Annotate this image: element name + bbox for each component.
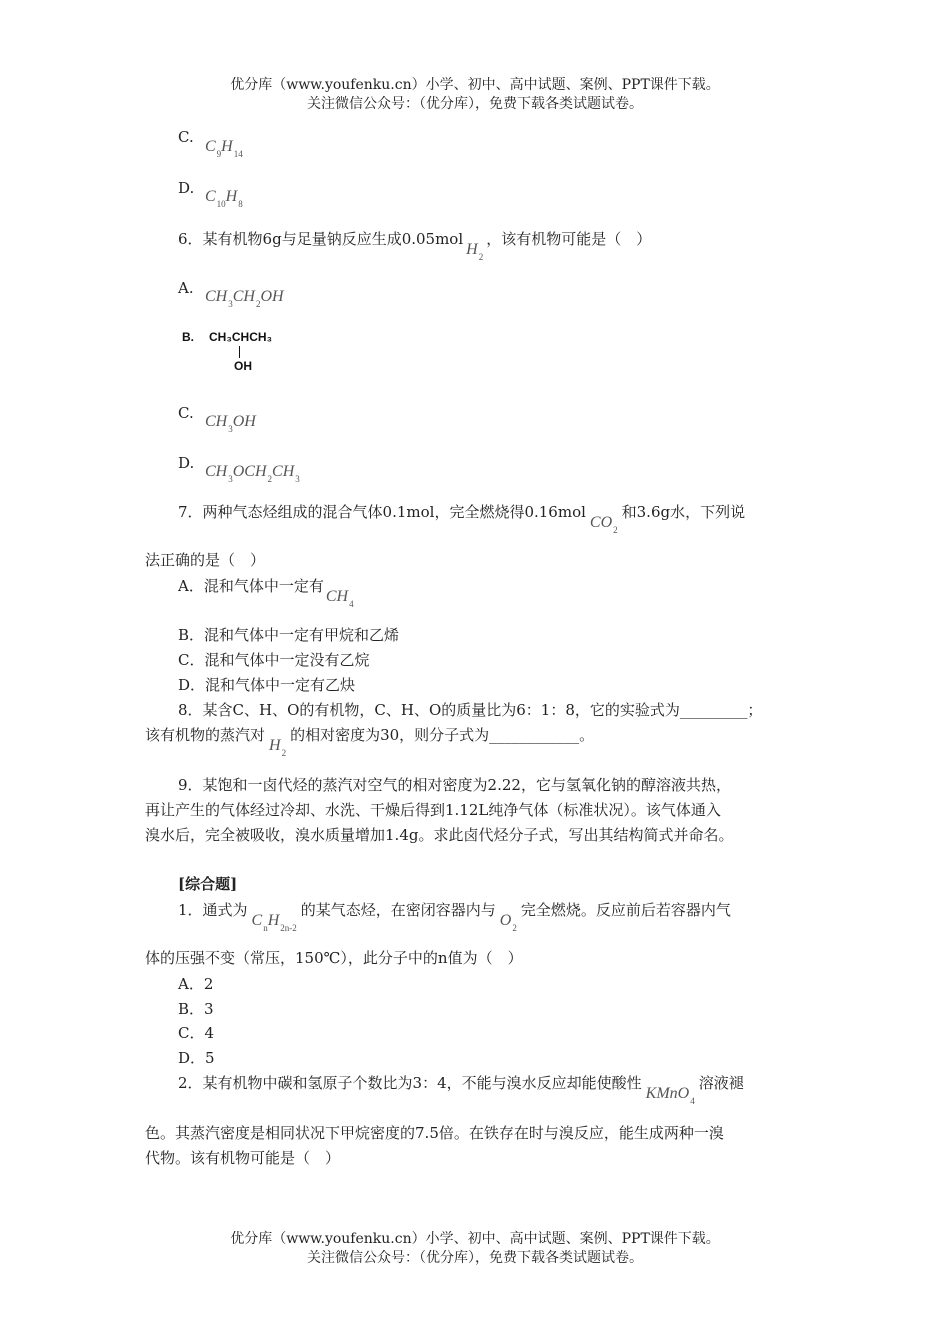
q5-option-d-label: D. (178, 179, 195, 197)
c1-option-d: D．5 (178, 1049, 215, 1067)
header-line-2: 关注微信公众号：（优分库），免费下载各类试题试卷。 (307, 96, 643, 112)
c2-line-2: 色。其蒸汽密度是相同状况下甲烷密度的7.5倍。在铁存在时与溴反应，能生成两种一溴 (145, 1124, 724, 1142)
q6-option-b-oh: OH (234, 359, 252, 373)
q6-stem: 6．某有机物6g与足量钠反应生成0.05molH$_2$，该有机物可能是（ ） (178, 230, 652, 262)
q9-line-1: 9．某饱和一卤代烃的蒸汽对空气的相对密度为2.22，它与氢氧化钠的醇溶液共热， (178, 776, 731, 794)
q6-option-a-label: A. (178, 279, 194, 297)
q9-line-3: 溴水后，完全被吸收，溴水质量增加1.4g。求此卤代烃分子式，写出其结构简式并命名。 (145, 826, 734, 844)
c1-stem: 1．通式为$C_nH_{2n-2}$的某气态烃，在密闭容器内与$O_2$完全燃烧。反应前后若容器内气 (178, 901, 731, 933)
q7-stem-continued: 法正确的是（ ） (145, 551, 266, 569)
page-header (0, 76, 950, 114)
q6-option-d-formula: $CH_3OCH_2CH_3$ (205, 463, 300, 484)
c1-option-c: C．4 (178, 1024, 215, 1042)
footer-line-1: 优分库（www.youfenku.cn）小学、初中、高中试题、案例、PPT课件下载。 (230, 1231, 720, 1247)
q5-option-d-formula: $C_{10}H_8$ (205, 188, 243, 209)
footer-line-2: 关注微信公众号：（优分库），免费下载各类试题试卷。 (307, 1250, 643, 1266)
q8-line-2: 该有机物的蒸汽对$H_2$的相对密度为30，则分子式为____________。 (145, 726, 595, 758)
c1-option-a: A．2 (178, 975, 214, 993)
q7-option-d: D．混和气体中一定有乙炔 (178, 676, 356, 694)
c1-option-b: B．3 (178, 1000, 214, 1018)
c1-stem-continued: 体的压强不变（常压，150℃），此分子中的n值为（ ） (145, 949, 523, 967)
q9-line-2: 再让产生的气体经过冷却、水洗、干燥后得到1.12L纯净气体（标准状况）。该气体通入 (145, 801, 721, 819)
q5-option-c-formula: $C_9H_{14}$ (205, 138, 243, 159)
q6-option-a-formula: $CH_3CH_2OH$ (205, 288, 284, 309)
q5-option-c-label: C. (178, 128, 194, 146)
c2-stem: 2．某有机物中碳和氢原子个数比为3：4，不能与溴水反应却能使酸性KMnO$_4$溶液褪 (178, 1074, 744, 1106)
q6-option-b-bond (239, 346, 240, 358)
page-footer (0, 1230, 950, 1268)
q7-option-a: A．混和气体中一定有$CH_4$ (178, 577, 354, 609)
q6-option-c-formula: $CH_3OH$ (205, 413, 256, 434)
q6-option-c-label: C. (178, 404, 194, 422)
q7-option-b: B．混和气体中一定有甲烷和乙烯 (178, 626, 400, 644)
q7-stem: 7．两种气态烃组成的混合气体0.1mol，完全燃烧得0.16molCO$_2$和3.6g水，下列说 (178, 503, 746, 535)
q6-option-b-label: B. (182, 330, 194, 344)
header-line-1: 优分库（www.youfenku.cn）小学、初中、高中试题、案例、PPT课件下载。 (230, 77, 720, 93)
q6-option-d-label: D. (178, 454, 195, 472)
q7-option-c: C．混和气体中一定没有乙烷 (178, 651, 370, 669)
section-heading: [综合题] (178, 875, 238, 893)
q8-line-1: 8．某含C、H、O的有机物，C、H、O的质量比为6：1：8，它的实验式为_________； (178, 701, 763, 719)
q6-option-b-structure: CH₃CHCH₃ (209, 330, 273, 344)
c2-line-3: 代物。该有机物可能是（ ） (145, 1149, 341, 1167)
